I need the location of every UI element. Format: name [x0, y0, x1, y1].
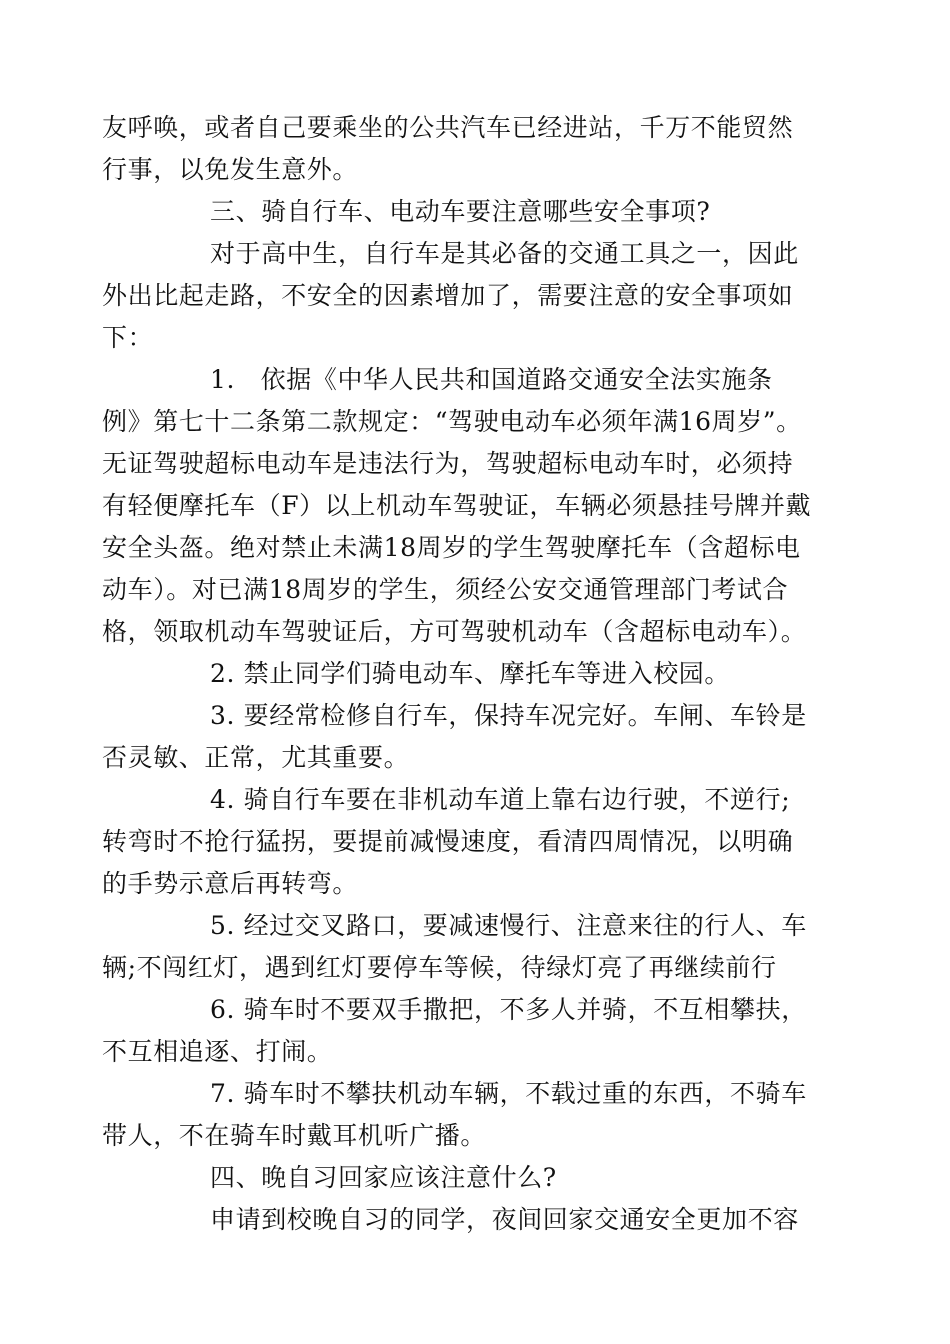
list-item-7: 7. 骑车时不攀扶机动车辆，不载过重的东西，不骑车	[210, 1079, 807, 1108]
list-item-4: 4. 骑自行车要在非机动车道上靠右边行驶，不逆行;	[210, 785, 791, 814]
text-line: 格，领取机动车驾驶证后，方可驾驶机动车（含超标电动车）。	[102, 617, 807, 646]
text-line: 友呼唤，或者自己要乘坐的公共汽车已经进站，千万不能贸然	[102, 113, 794, 142]
text-line: 动车）。对已满18周岁的学生，须经公安交通管理部门考试合	[102, 575, 789, 604]
text-line: 安全头盔。绝对禁止未满18周岁的学生驾驶摩托车（含超标电	[102, 533, 801, 562]
list-item-2: 2. 禁止同学们骑电动车、摩托车等进入校园。	[210, 659, 731, 688]
text-line: 转弯时不抢行猛拐，要提前减慢速度，看清四周情况，以明确	[102, 827, 794, 856]
list-item-6: 6. 骑车时不要双手撒把，不多人并骑，不互相攀扶，	[210, 995, 807, 1024]
text-line: 不互相追逐、打闹。	[102, 1037, 333, 1066]
text-line: 下：	[102, 323, 154, 352]
section-heading: 三、骑自行车、电动车要注意哪些安全事项?	[210, 197, 711, 226]
list-item-1: 1. 依据《中华人民共和国道路交通安全法实施条	[210, 365, 773, 394]
paragraph-first-line: 申请到校晚自习的同学，夜间回家交通安全更加不容	[210, 1205, 799, 1234]
text-line: 行事，以免发生意外。	[102, 155, 359, 184]
text-line: 辆;不闯红灯，遇到红灯要停车等候，待绿灯亮了再继续前行	[102, 953, 777, 982]
list-item-3: 3. 要经常检修自行车，保持车况完好。车闸、车铃是	[210, 701, 807, 730]
text-line: 有轻便摩托车（F）以上机动车驾驶证，车辆必须悬挂号牌并戴	[102, 491, 812, 520]
text-line: 例》第七十二条第二款规定：“驾驶电动车必须年满16周岁”。	[102, 407, 802, 436]
text-line: 无证驾驶超标电动车是违法行为，驾驶超标电动车时，必须持	[102, 449, 794, 478]
text-line: 的手势示意后再转弯。	[102, 869, 359, 898]
section-heading: 四、晚自习回家应该注意什么?	[210, 1163, 557, 1192]
text-line: 外出比起走路，不安全的因素增加了，需要注意的安全事项如	[102, 281, 794, 310]
text-line: 带人，不在骑车时戴耳机听广播。	[102, 1121, 487, 1150]
paragraph-first-line: 对于高中生，自行车是其必备的交通工具之一，因此	[210, 239, 799, 268]
list-item-5: 5. 经过交叉路口，要减速慢行、注意来往的行人、车	[210, 911, 807, 940]
text-line: 否灵敏、正常，尤其重要。	[102, 743, 410, 772]
